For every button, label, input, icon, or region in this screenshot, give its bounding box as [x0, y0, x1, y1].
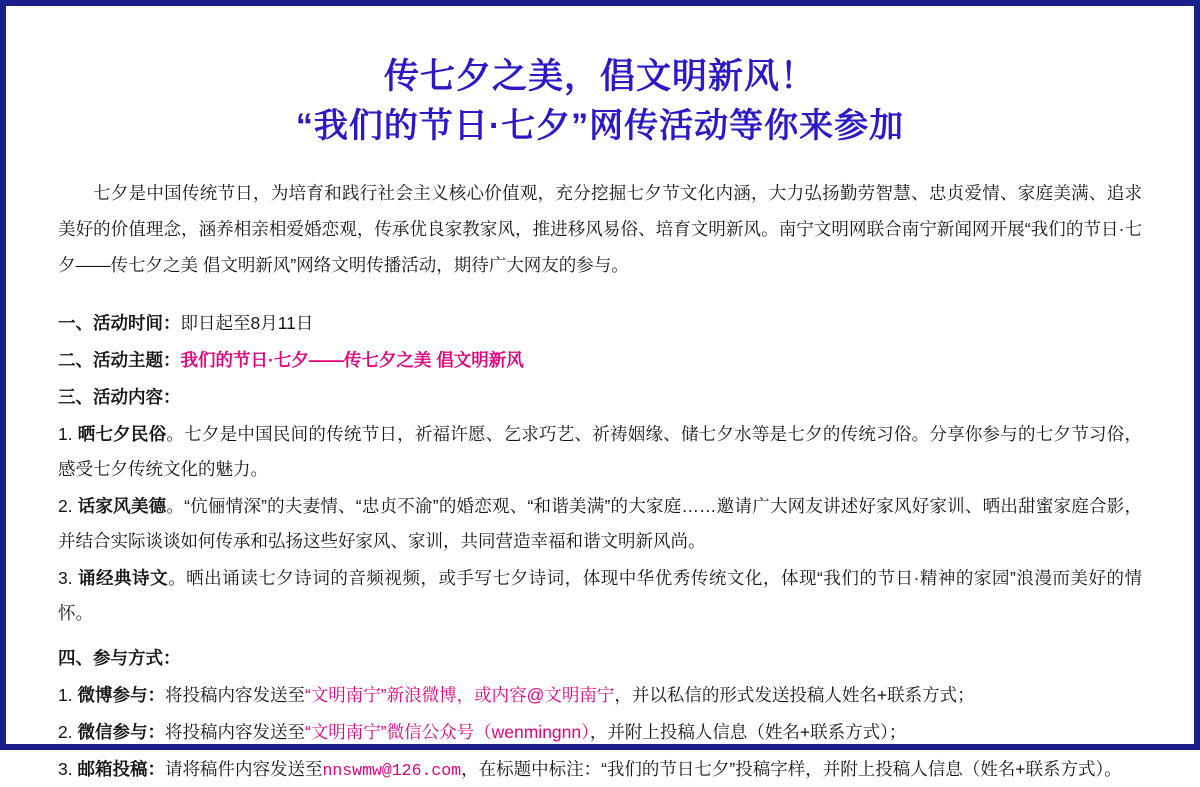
document-body [6, 6, 1194, 780]
section-theme-heading: 二、活动主题： [58, 349, 181, 370]
section-time [58, 306, 1142, 341]
participation-item-wechat-highlight: “文明南宁”微信公众号（wenmingnn） [304, 721, 590, 742]
participation-item-email-label: 邮箱投稿： [77, 758, 165, 779]
content-item-1-text: 。七夕是中国民间的传统节日，祈福许愿、乞求巧艺、祈祷姻缘、储七夕水等是七夕的传统习俗。分享你参与的七夕节习俗，感受七夕传统文化的魅力。 [58, 423, 1142, 479]
participation-item-weibo [58, 678, 1142, 713]
participation-item-email-number: 3. [58, 758, 78, 779]
title-line-2: “我们的节日·七夕”网传活动等你来参加 [295, 106, 905, 145]
section-content-heading: 三、活动内容： [58, 386, 181, 407]
participation-item-weibo-number: 1. [58, 684, 78, 705]
content-item-2 [58, 489, 1142, 559]
intro-paragraph: 七夕是中国传统节日，为培育和践行社会主义核心价值观，充分挖掘七夕节文化内涵，大力弘扬勤劳智慧、忠贞爱情、家庭美满、追求美好的价值理念，涵养相亲相爱婚恋观，传承优良家教家风，推进移风易俗、培育文明新风。南宁文明网联合南宁新闻网开展“我们的节日·七夕——传七夕之美 倡文明新风”网络文明传播活动，期待广大网友的参与。 [58, 182, 1142, 275]
participation-item-email-pre: 请将稿件内容发送至 [164, 758, 323, 779]
section-content-heading-row [58, 380, 1142, 415]
participation-heading-row [58, 641, 1142, 676]
section-time-heading: 一、活动时间： [58, 312, 181, 333]
content-item-3-number: 3. [58, 567, 78, 588]
participation-item-weibo-label: 微博参与： [77, 684, 165, 705]
participation-item-weibo-pre: 将投稿内容发送至 [164, 684, 305, 705]
page-title [58, 52, 1142, 150]
content-item-2-number: 2. [58, 495, 78, 516]
participation-item-weibo-highlight: “文明南宁”新浪微博，或内容@文明南宁 [304, 684, 615, 705]
participation-item-email-post: ，在标题中标注：“我们的节日七夕”投稿字样，并附上投稿人信息（姓名+联系方式）。 [461, 758, 1122, 779]
content-item-1-number: 1. [58, 423, 78, 444]
content-item-3 [58, 561, 1142, 631]
title-line-1: 传七夕之美，倡文明新风！ [383, 57, 816, 96]
participation-item-wechat-post: ，并附上投稿人信息（姓名+联系方式）； [589, 721, 907, 742]
content-item-3-text: 。晒出诵读七夕诗词的音频视频，或手写七夕诗词，体现中华优秀传统文化，体现“我们的节日·精神的家园”浪漫而美好的情怀。 [58, 567, 1142, 623]
participation-heading: 四、参与方式： [58, 647, 181, 668]
content-item-2-text: 。“伉俪情深”的夫妻情、“忠贞不渝”的婚恋观、“和谐美满”的大家庭……邀请广大网友讲述好家风好家训、晒出甜蜜家庭合影，并结合实际谈谈如何传承和弘扬这些好家风、家训，共同营造幸福和谐文明新风尚。 [58, 495, 1142, 551]
participation-item-email-address: nnswmw@126.com [322, 760, 462, 780]
content-item-3-label: 诵经典诗文 [77, 567, 169, 588]
participation-item-wechat-pre: 将投稿内容发送至 [164, 721, 305, 742]
content-item-2-label: 话家风美德 [77, 495, 167, 516]
participation-item-wechat-number: 2. [58, 721, 78, 742]
section-time-value: 即日起至8月11日 [180, 312, 314, 333]
content-item-1 [58, 417, 1142, 487]
participation-item-weibo-post: ，并以私信的形式发送投稿人姓名+联系方式； [614, 684, 975, 705]
participation-item-wechat [58, 715, 1142, 750]
section-theme [58, 343, 1142, 378]
sections-block [58, 306, 1142, 787]
participation-item-email [58, 752, 1142, 787]
participation-item-wechat-label: 微信参与： [77, 721, 165, 742]
section-theme-value: 我们的节日·七夕——传七夕之美 倡文明新风 [180, 349, 524, 370]
content-item-1-label: 晒七夕民俗 [77, 423, 167, 444]
